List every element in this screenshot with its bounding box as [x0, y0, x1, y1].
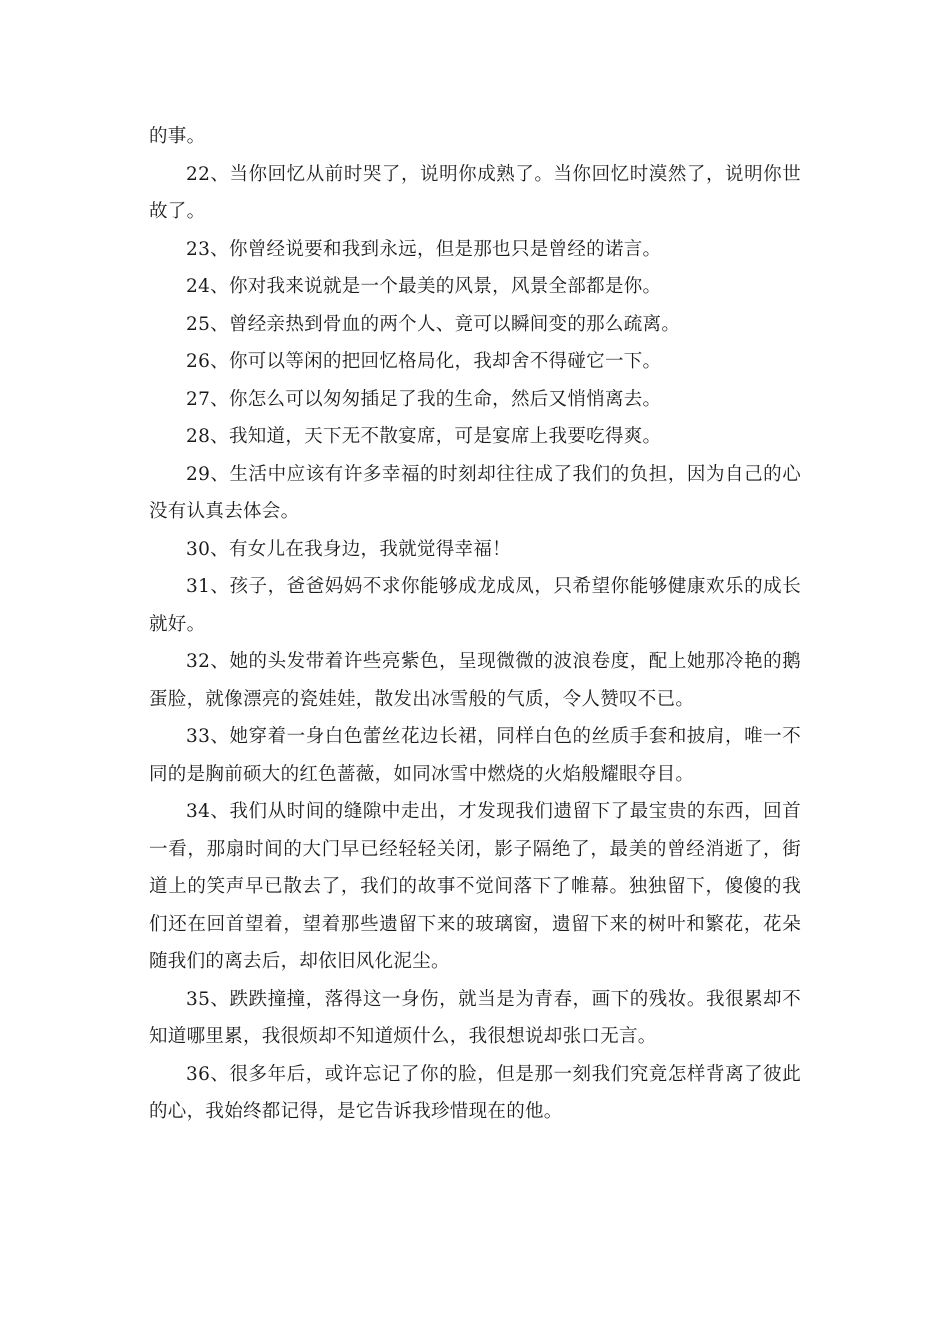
paragraph-29: 29、生活中应该有许多幸福的时刻却往往成了我们的负担，因为自己的心没有认真去体会。 — [149, 463, 801, 522]
paragraph-34: 34、我们从时间的缝隙中走出，才发现我们遗留下了最宝贵的东西，回首一看，那扇时间的大门早已经轻轻关闭，影子隔绝了，最美的曾经消逝了，街道上的笑声早已散去了，我们的故事不觉间落下了帷幕。独独留下，傻傻的我们还在回首望着，望着那些遗留下来的玻璃窗，遗留下来的树叶和繁花，花朵随我们的离去后，却依旧风化泥尘。 — [149, 801, 801, 972]
paragraph-33: 33、她穿着一身白色蕾丝花边长裙，同样白色的丝质手套和披肩，唯一不同的是胸前硕大的红色蔷薇，如同冰雪中燃烧的火焰般耀眼夺目。 — [149, 726, 801, 785]
paragraph-23: 23、你曾经说要和我到永远，但是那也只是曾经的诺言。 — [186, 238, 662, 260]
paragraph-22: 22、当你回忆从前时哭了，说明你成熟了。当你回忆时漠然了，说明你世故了。 — [149, 163, 801, 222]
paragraph-30: 30、有女儿在我身边，我就觉得幸福！ — [186, 538, 511, 560]
paragraph-28: 28、我知道，天下无不散宴席，可是宴席上我要吃得爽。 — [186, 426, 662, 447]
paragraph-35: 35、跌跌撞撞，落得这一身伤，就当是为青春，画下的残妆。我很累却不知道哪里累，我很烦却不知道烦什么，我很想说却张口无言。 — [149, 988, 801, 1047]
paragraph-continuation: 的事。 — [149, 126, 206, 147]
paragraph-25: 25、曾经亲热到骨血的两个人、竟可以瞬间变的那么疏离。 — [186, 313, 681, 335]
paragraph-31: 31、孩子，爸爸妈妈不求你能够成龙成凤，只希望你能够健康欢乐的成长就好。 — [149, 576, 801, 635]
document-body — [149, 118, 801, 1131]
paragraph-24: 24、你对我来说就是一个最美的风景，风景全部都是你。 — [186, 276, 662, 297]
paragraph-32: 32、她的头发带着许些亮紫色，呈现微微的波浪卷度，配上她那冷艳的鹅蛋脸，就像漂亮的瓷娃娃，散发出冰雪般的气质，令人赞叹不已。 — [149, 651, 801, 710]
paragraph-36: 36、很多年后，或许忘记了你的脸，但是那一刻我们究竟怎样背离了彼此的心，我始终都记得，是它告诉我珍惜现在的他。 — [149, 1063, 801, 1122]
paragraph-26: 26、你可以等闲的把回忆格局化，我却舍不得碰它一下。 — [186, 351, 662, 372]
paragraph-27: 27、你怎么可以匆匆插足了我的生命，然后又悄悄离去。 — [186, 388, 662, 410]
